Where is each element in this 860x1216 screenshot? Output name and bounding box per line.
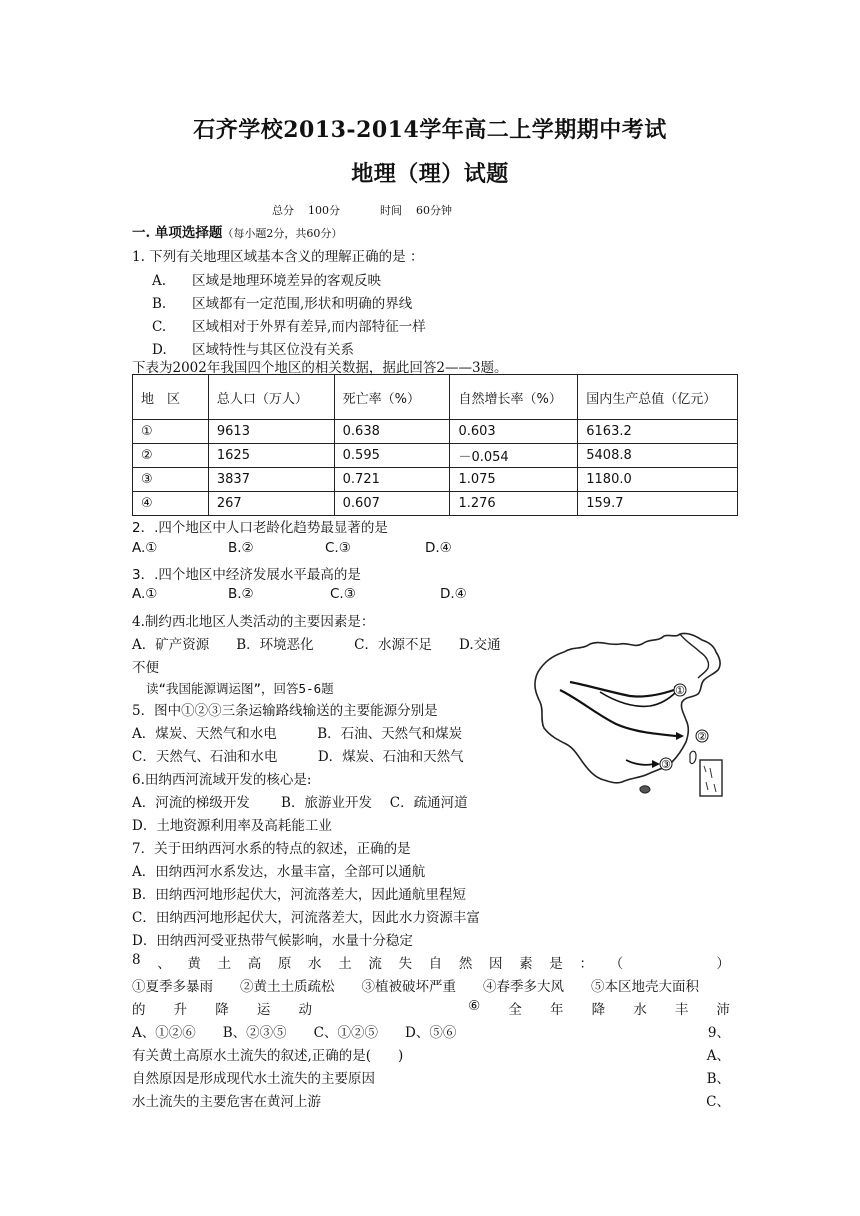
table-cell: 1625 [208,444,334,468]
route-3-line [626,760,654,765]
q9-option-b-letter: B、 [706,1071,730,1087]
q7-option-c: C．田纳西河地形起伏大，河流落差大，因此水力资源丰富 [132,910,480,926]
q8-stem: 8 、 黄 土 高 原 水 土 流 失 自 然 因 素 是 ： （ ） [132,952,730,972]
table-cell: 1180.0 [578,468,738,492]
q4-options: A．矿产资源 B．环境恶化 C．水源不足 D.交通 [132,637,501,653]
q1-option-d: D. 区域特性与其区位没有关系 [152,342,354,358]
table-row [133,468,738,492]
route-2-line [560,690,676,736]
table-cell: ① [133,420,209,444]
q5-options-line2: C．天然气、石油和水电 D．煤炭、石油和天然气 [132,749,464,765]
table-cell: 6163.2 [578,420,738,444]
q1-option-c: C. 区域相对于外界有差异,而内部特征一样 [152,319,426,335]
route-label-2: ② [697,730,707,743]
table-row [133,444,738,468]
table-header-row [133,375,738,420]
q4-stem: 4.制约西北地区人类活动的主要因素是： [132,614,375,630]
table-cell: 1.276 [450,492,578,516]
section-heading [132,221,342,241]
q3-option-c: C.③ [330,586,356,602]
q9-number: 9、 [707,1025,730,1041]
table-cell: 5408.8 [578,444,738,468]
q9-line2 [132,1067,730,1087]
exam-subtitle: 地理（理）试题 [351,161,509,187]
q2-option-c: C.③ [325,540,351,556]
route-1b-line [600,692,676,706]
table-header: 总人口（万人） [208,375,334,420]
table-cell: 159.7 [578,492,738,516]
q2-option-d: D.④ [425,540,452,556]
table-row [133,492,738,516]
table-cell: ④ [133,492,209,516]
q8-factors-line2: 的 升 降 运 动 ⑥ 全 年 降 水 丰 沛 [132,998,730,1018]
q9-option-b-text: 水土流失的主要危害在黄河上游 [132,1094,321,1110]
table-header: 自然增长率（%） [450,375,578,420]
q9-option-a-text: 自然原因是形成现代水土流失的主要原因 [132,1071,375,1087]
table-cell: －0.054 [450,444,578,468]
q2-option-b: B.② [228,540,254,556]
q8-factors-line1: ①夏季多暴雨 ②黄土土质疏松 ③植被破坏严重 ④春季多大风 ⑤本区地壳大面积 [132,979,699,995]
table-header: 国内生产总值（亿元） [578,375,738,420]
taiwan-outline [690,751,696,763]
table-cell: 0.638 [334,420,450,444]
q6-options-line1: A．河流的梯级开发 B．旅游业开发 C．疏通河道 [132,795,468,811]
route-label-3: ③ [661,758,671,771]
q3-option-a: A.① [132,586,158,602]
q1-stem: 1. 下列有关地理区域基本含义的理解正确的是 ： [132,249,424,265]
route-1-line [570,682,674,697]
q7-option-d: D．田纳西河受亚热带气候影响，水量十分稳定 [132,933,413,949]
table-cell: 9613 [208,420,334,444]
q9-line1 [132,1044,730,1064]
q5-options-line1: A．煤炭、天然气和水电 B．石油、天然气和煤炭 [132,726,463,742]
q7-option-a: A．田纳西河水系发达，水量丰富，全部可以通航 [132,864,426,880]
table-cell: 1.075 [450,468,578,492]
q3-option-b: B.② [228,586,254,602]
table-header: 死亡率（%） [334,375,450,420]
time-value: 60分钟 [416,204,452,217]
q6-stem: 6.田纳西河流域开发的核心是: [132,772,312,788]
table-cell: 3837 [208,468,334,492]
q3-stem: 3．.四个地区中经济发展水平最高的是 [132,567,361,583]
arrow-3 [652,760,660,768]
q3-option-d: D.④ [440,586,467,602]
q7-option-b: B．田纳西河地形起伏大，河流落差大，因此通航里程短 [132,887,466,903]
exam-info [272,202,466,218]
table-cell: 0.607 [334,492,450,516]
route-label-1: ① [675,684,685,697]
section-note: （每小题2分，共60分） [222,227,343,240]
south-china-sea-inset [700,760,722,796]
table-intro: 下表为2002年我国四个地区的相关数据，据此回答2——3题。 [132,360,508,376]
q1-option-a: A. 区域是地理环境差异的客观反映 [152,273,381,289]
q9-stem: 有关黄土高原水土流失的叙述,正确的是( ) [132,1048,404,1064]
time-label: 时间 [380,204,402,217]
table-cell: 0.603 [450,420,578,444]
q9-line3 [132,1090,730,1110]
table-cell: 0.595 [334,444,450,468]
q1-option-b: B. 区域都有一定范围,形状和明确的界线 [152,296,413,312]
section-title: 一. 单项选择题 [132,225,223,241]
q9-option-c-letter: C、 [706,1094,730,1110]
table-row [133,420,738,444]
table-cell: 267 [208,492,334,516]
q2-option-a: A.① [132,540,158,556]
data-table [132,374,738,516]
map-intro: 读“我国能源调运图”，回答5-6题 [146,681,334,696]
total-label: 总分 [272,204,294,217]
q2-stem: 2．.四个地区中人口老龄化趋势最显著的是 [132,520,388,536]
q6-options-line2: D．土地资源利用率及高耗能工业 [132,818,332,834]
q9-option-a-letter: A、 [706,1048,730,1064]
q7-stem: 7．关于田纳西河水系的特点的叙述，正确的是 [132,841,411,857]
china-energy-map [530,632,730,802]
arrow-2 [676,732,684,740]
table-cell: ③ [133,468,209,492]
q4-options-wrap: 不便 [132,660,159,676]
hainan-outline [640,786,650,793]
table-cell: ② [133,444,209,468]
q8-answers-left: A、①②⑥ B、②③⑤ C、①②⑤ D、⑤⑥ [132,1025,457,1041]
table-cell: 0.721 [334,468,450,492]
q5-stem: 5．图中①②③三条运输路线输送的主要能源分别是 [132,703,438,719]
exam-title: 石齐学校2013-2014学年高二上学期期中考试 [193,117,667,143]
q8-answers [132,1021,730,1041]
table-header: 地 区 [133,375,209,420]
total-value: 100分 [308,204,340,217]
